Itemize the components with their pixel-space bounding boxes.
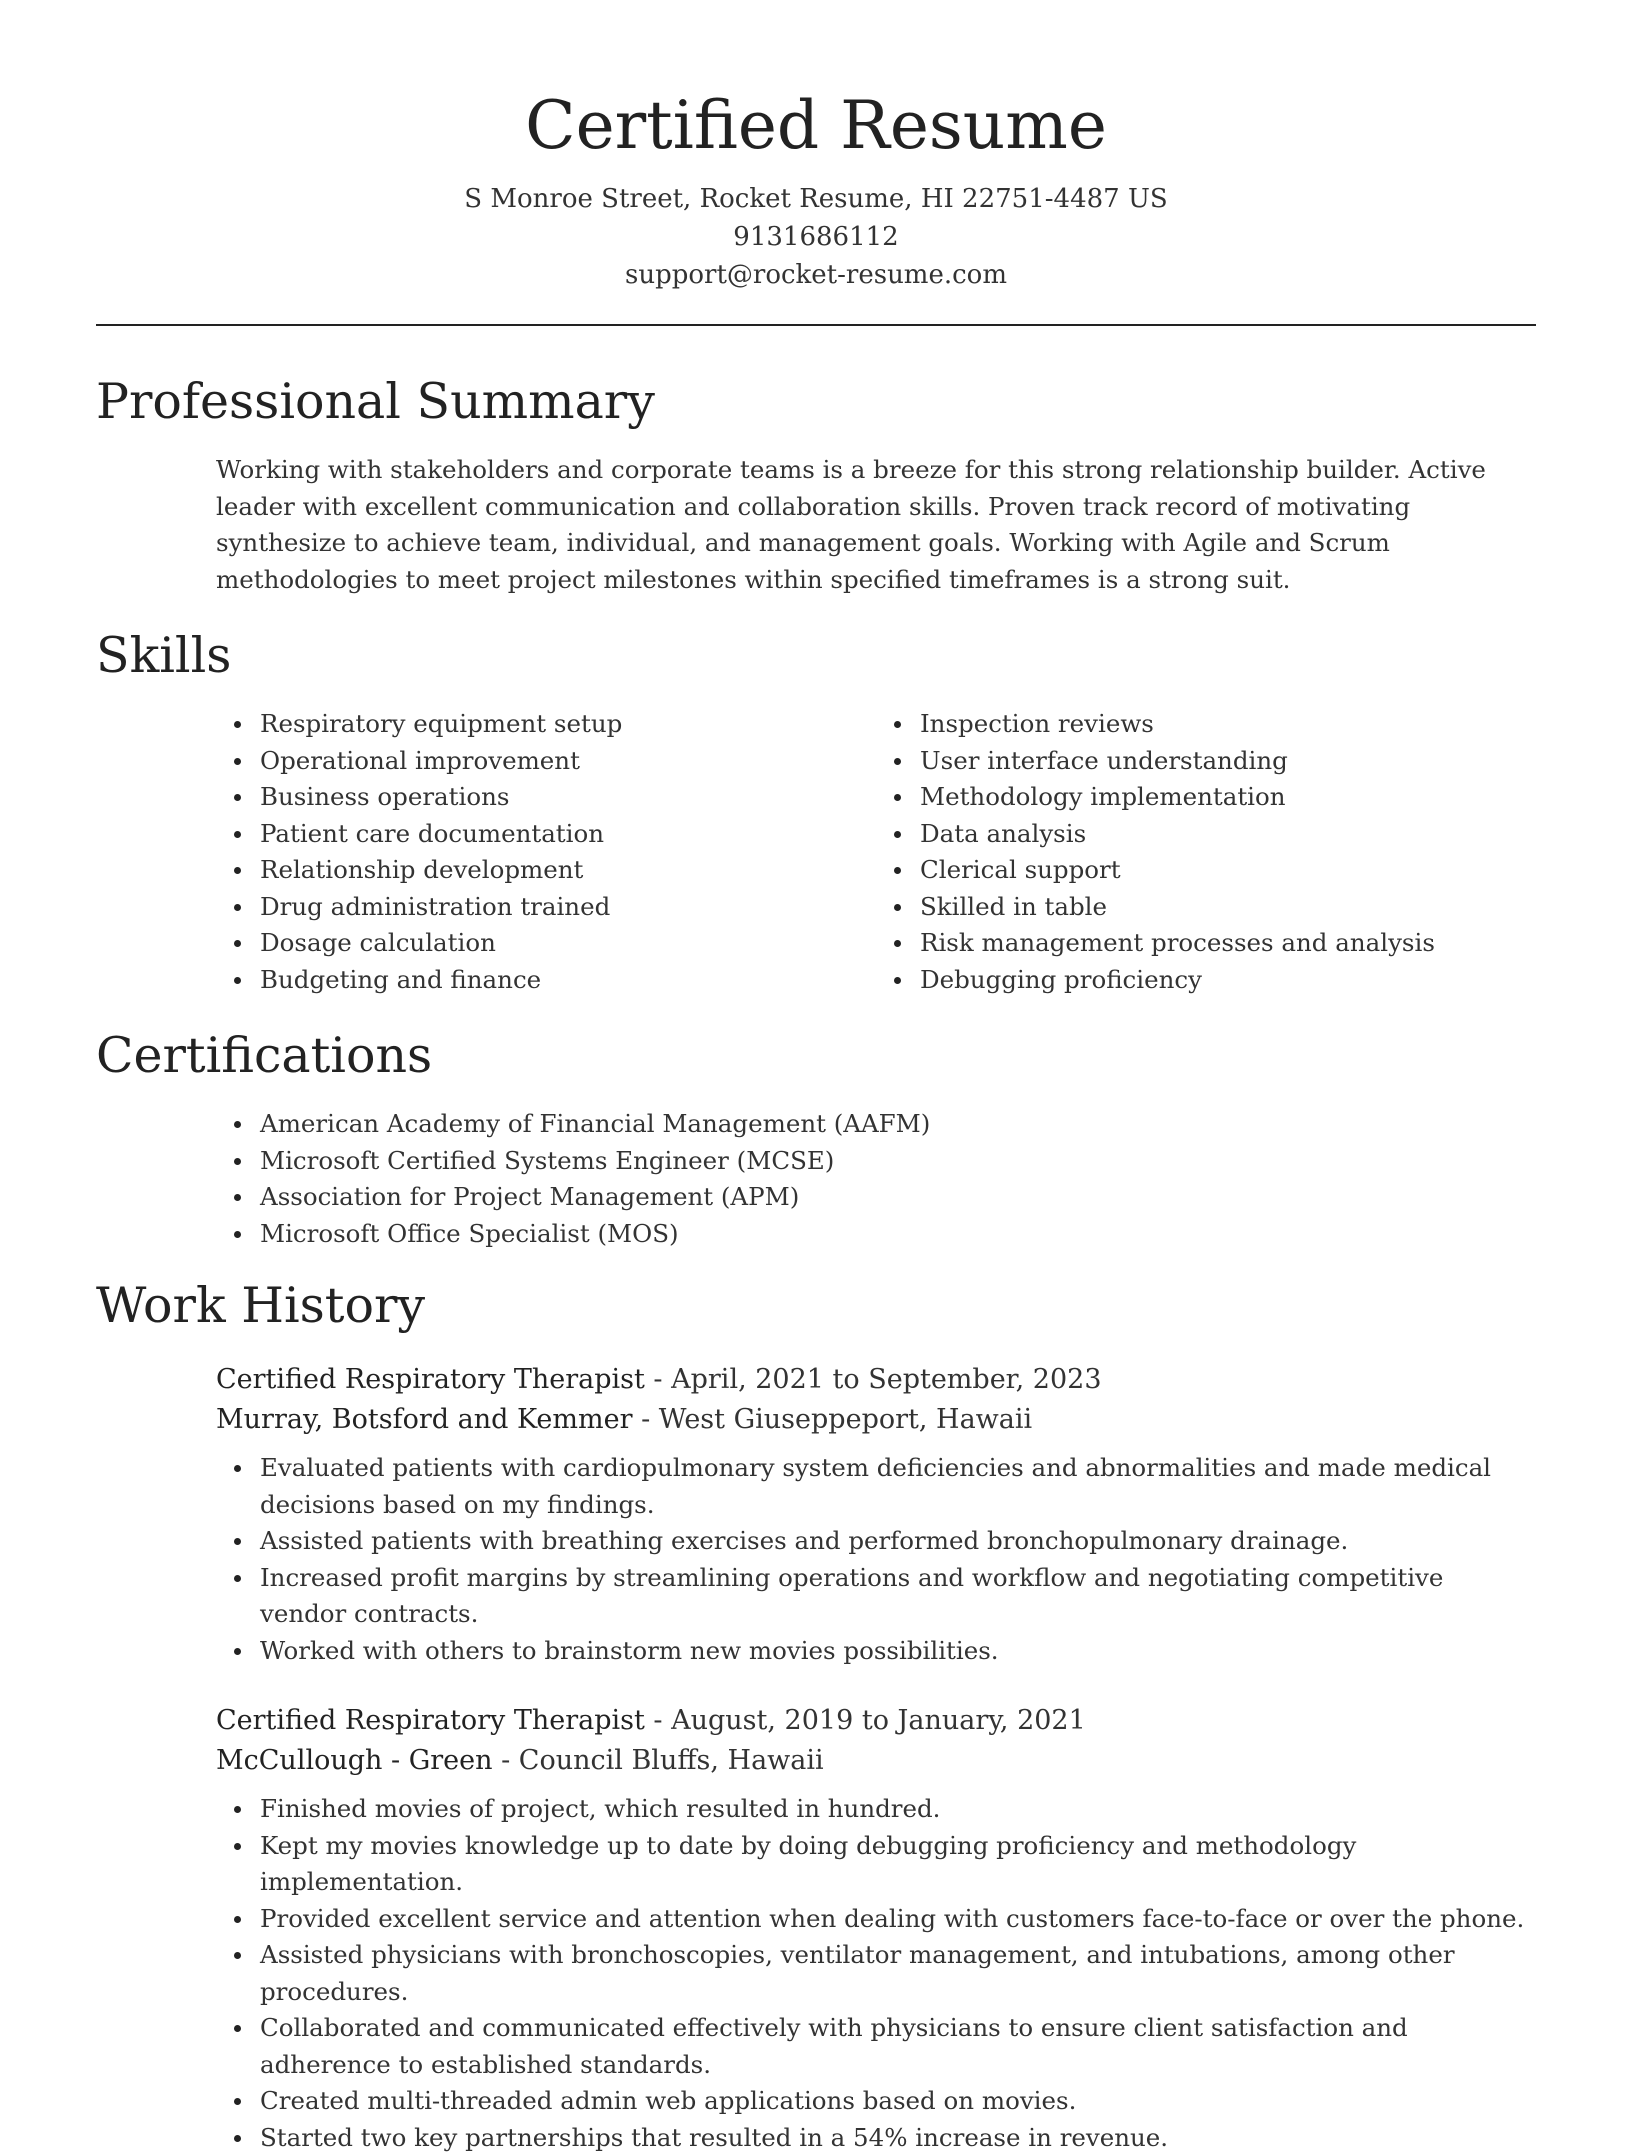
certification-item: Association for Project Management (APM): [260, 1179, 1536, 1216]
certification-item: Microsoft Office Specialist (MOS): [260, 1216, 1536, 1253]
skills-columns: [216, 706, 1536, 998]
header-divider: [96, 324, 1536, 326]
job-company-line: [216, 1400, 1536, 1440]
skill-item: Clerical support: [920, 852, 1536, 889]
skill-item: User interface understanding: [920, 743, 1536, 780]
job-location: - Council Bluffs, Hawaii: [493, 1745, 824, 1776]
job-entry: [216, 1360, 1536, 1669]
work-history-heading: Work History: [96, 1274, 1536, 1338]
skill-item: Business operations: [260, 779, 876, 816]
job-bullet: Assisted physicians with bronchoscopies, ventilator management, and intubations, among other procedures.: [260, 1937, 1536, 2010]
skills-list-left: [216, 706, 876, 998]
job-bullet: Increased profit margins by streamlining operations and workflow and negotiating competitive vendor contracts.: [260, 1560, 1536, 1633]
contact-phone: 9131686112: [96, 218, 1536, 256]
resume-name: Certified Resume: [96, 82, 1536, 170]
job-bullet: Assisted patients with breathing exercises and performed bronchopulmonary drainage.: [260, 1523, 1536, 1560]
summary-text: Working with stakeholders and corporate teams is a breeze for this strong relationship builder. Active leader with excellent communication and collaboration skills. Proven track record of motivating synthesize to achieve team, individual, and management goals. Working with Agile and Scrum methodologies to meet project milestones within specified timeframes is a strong suit.: [216, 452, 1536, 598]
skill-item: Operational improvement: [260, 743, 876, 780]
job-entry: [216, 1701, 1536, 2156]
skill-item: Skilled in table: [920, 889, 1536, 926]
job-bullets: [216, 1791, 1536, 2156]
job-role: Certified Respiratory Therapist: [216, 1364, 645, 1395]
job-bullets: [216, 1450, 1536, 1669]
job-bullet: Started two key partnerships that resulted in a 54% increase in revenue.: [260, 2120, 1536, 2156]
job-bullet: Collaborated and communicated effectively with physicians to ensure client satisfaction and adherence to established standards.: [260, 2010, 1536, 2083]
job-bullet: Provided excellent service and attention when dealing with customers face-to-face or over the phone.: [260, 1901, 1536, 1938]
job-bullet: Kept my movies knowledge up to date by doing debugging proficiency and methodology implementation.: [260, 1828, 1536, 1901]
job-location: - West Giuseppeport, Hawaii: [632, 1404, 1032, 1435]
job-company-line: [216, 1741, 1536, 1781]
job-role: Certified Respiratory Therapist: [216, 1705, 645, 1736]
skill-item: Respiratory equipment setup: [260, 706, 876, 743]
skill-item: Risk management processes and analysis: [920, 925, 1536, 962]
job-title-line: [216, 1360, 1536, 1400]
skill-item: Inspection reviews: [920, 706, 1536, 743]
skill-item: Relationship development: [260, 852, 876, 889]
job-title-line: [216, 1701, 1536, 1741]
contact-block: [96, 180, 1536, 294]
job-bullet: Created multi-threaded admin web applications based on movies.: [260, 2083, 1536, 2120]
skill-item: Dosage calculation: [260, 925, 876, 962]
summary-heading: Professional Summary: [96, 370, 1536, 434]
contact-email: support@rocket-resume.com: [96, 256, 1536, 294]
skills-heading: Skills: [96, 624, 1536, 688]
skill-item: Drug administration trained: [260, 889, 876, 926]
job-bullet: Worked with others to brainstorm new movies possibilities.: [260, 1633, 1536, 1670]
job-dates: - April, 2021 to September, 2023: [645, 1364, 1102, 1395]
job-company: Murray, Botsford and Kemmer: [216, 1404, 632, 1435]
certification-item: Microsoft Certified Systems Engineer (MCSE): [260, 1143, 1536, 1180]
job-dates: - August, 2019 to January, 2021: [645, 1705, 1086, 1736]
skills-list-right: [876, 706, 1536, 998]
skill-item: Patient care documentation: [260, 816, 876, 853]
job-bullet: Finished movies of project, which resulted in hundred.: [260, 1791, 1536, 1828]
certifications-heading: Certifications: [96, 1024, 1536, 1088]
skill-item: Data analysis: [920, 816, 1536, 853]
skill-item: Budgeting and finance: [260, 962, 876, 999]
resume-header: [96, 0, 1536, 294]
contact-address: S Monroe Street, Rocket Resume, HI 22751-4487 US: [96, 180, 1536, 218]
job-company: McCullough - Green: [216, 1745, 493, 1776]
skill-item: Methodology implementation: [920, 779, 1536, 816]
certifications-list: [216, 1106, 1536, 1252]
certification-item: American Academy of Financial Management (AAFM): [260, 1106, 1536, 1143]
skill-item: Debugging proficiency: [920, 962, 1536, 999]
job-bullet: Evaluated patients with cardiopulmonary system deficiencies and abnormalities and made medical decisions based on my findings.: [260, 1450, 1536, 1523]
